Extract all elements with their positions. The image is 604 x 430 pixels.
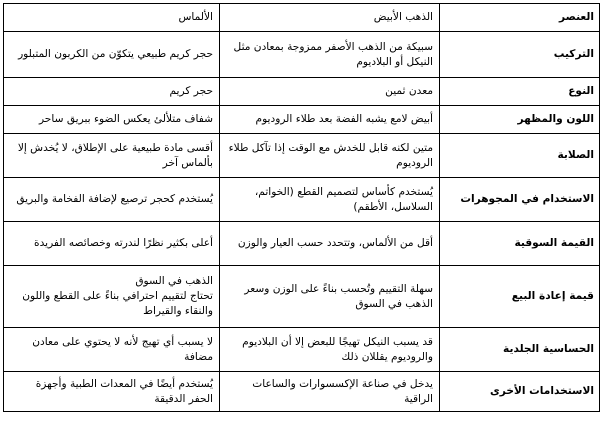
row-white-gold: معدن ثمين [220,78,440,106]
row-white-gold: سبيكة من الذهب الأصفر ممزوجة بمعادن مثل النيكل أو البلاديوم [220,32,440,78]
row-diamond: شفاف متلألئ يعكس الضوء ببريق ساحر [4,106,220,134]
row-feature: اللون والمظهر [440,106,600,134]
row-white-gold: أقل من الألماس، وتتحدد حسب العيار والوزن [220,222,440,266]
table-row [4,266,600,328]
row-diamond: أعلى بكثير نظرًا لندرته وخصائصه الفريدة [4,222,220,266]
row-diamond-text: الذهب في السوق تحتاج لتقييم احترافي بناءً على القطع واللون والنقاء والقيراط [22,275,213,317]
row-white-gold: يدخل في صناعة الإكسسوارات والساعات الراقية [220,372,440,412]
row-feature: النوع [440,78,600,106]
row-diamond: حجر كريم طبيعي يتكوّن من الكربون المتبلور [4,32,220,78]
row-diamond [4,266,220,328]
row-feature: القيمة السوقية [440,222,600,266]
header-white-gold: الذهب الأبيض [220,4,440,32]
header-feature: العنصر [440,4,600,32]
row-diamond: يُستخدم كحجر ترصيع لإضافة الفخامة والبريق [4,178,220,222]
row-feature: الصلابة [440,134,600,178]
table-row [4,78,600,106]
row-diamond: يُستخدم أيضًا في المعدات الطبية وأجهزة الحفر الدقيقة [4,372,220,412]
table-row [4,32,600,78]
row-diamond: أقسى مادة طبيعية على الإطلاق، لا يُخدش إلا بألماس آخر [4,134,220,178]
row-white-gold: قد يسبب النيكل تهيجًا للبعض إلا أن البلاديوم والروديوم يقللان ذلك [220,328,440,372]
row-diamond: لا يسبب أي تهيج لأنه لا يحتوي على معادن مضافة [4,328,220,372]
row-white-gold: أبيض لامع يشبه الفضة بعد طلاء الروديوم [220,106,440,134]
table-row [4,134,600,178]
row-feature: الحساسية الجلدية [440,328,600,372]
row-white-gold: متين لكنه قابل للخدش مع الوقت إذا تآكل طلاء الروديوم [220,134,440,178]
table-row [4,106,600,134]
comparison-table [3,3,600,412]
table-row [4,178,600,222]
row-white-gold: سهلة التقييم وتُحسب بناءً على الوزن وسعر الذهب في السوق [220,266,440,328]
table-row [4,328,600,372]
table-row [4,372,600,412]
row-white-gold: يُستخدم كأساس لتصميم القطع (الخواتم، السلاسل، الأطقم) [220,178,440,222]
row-feature: قيمة إعادة البيع [440,266,600,328]
row-diamond: حجر كريم [4,78,220,106]
header-diamond: الألماس [4,4,220,32]
table-row [4,222,600,266]
row-feature: الاستخدام في المجوهرات [440,178,600,222]
row-feature: التركيب [440,32,600,78]
row-feature: الاستخدامات الأخرى [440,372,600,412]
table-header-row [4,4,600,32]
